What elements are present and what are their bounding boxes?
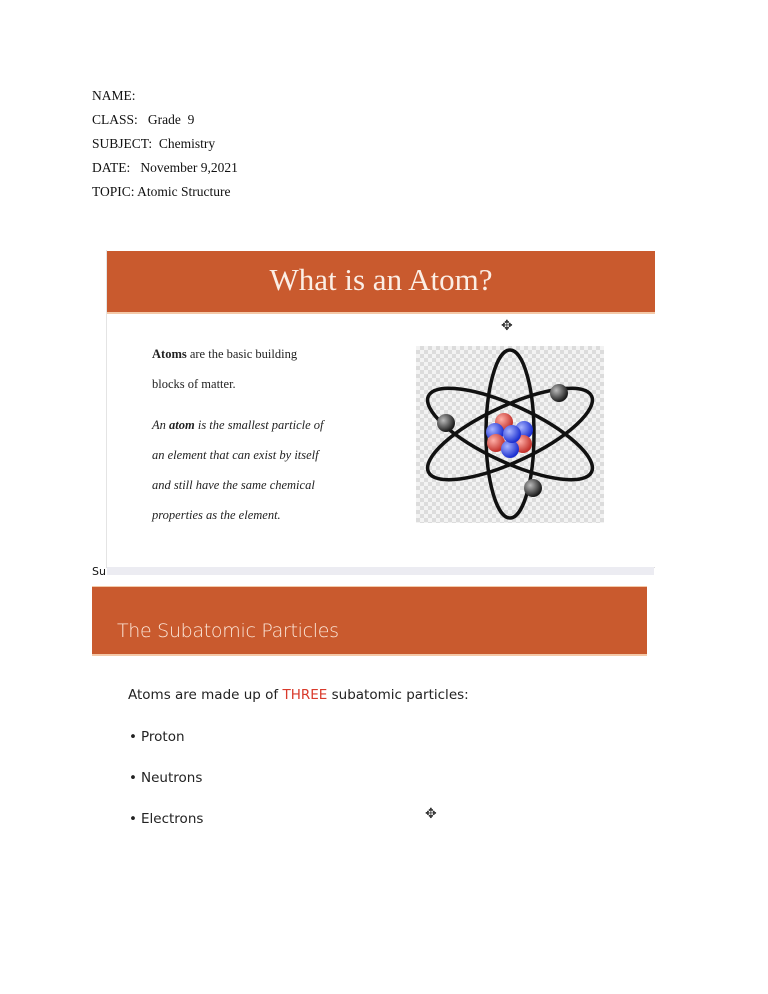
atom-detail-prefix: An [152, 418, 170, 432]
nucleus [486, 413, 533, 458]
subatomic-intro [128, 687, 469, 703]
electron [550, 384, 568, 402]
subject-line: SUBJECT: Chemistry [92, 136, 216, 151]
atom-detail-line2: an element that can exist by itself [152, 448, 319, 462]
intro-highlight-three: THREE [282, 687, 328, 703]
bullet-icon: • [129, 729, 137, 745]
class-line: CLASS: Grade 9 [92, 112, 195, 127]
atom-detail-rest: is the smallest particle of [194, 418, 324, 432]
slide1-title: What is an Atom? [269, 262, 493, 297]
slide-strip-divider [107, 567, 654, 575]
atom-definition-line1 [152, 347, 297, 362]
intro-after: subatomic particles: [327, 687, 469, 703]
atom-definition-rest: are the basic building [186, 347, 298, 361]
neutron [503, 425, 521, 443]
bullet-label: Proton [141, 729, 185, 745]
move-cursor-icon: ✥ [501, 318, 513, 334]
bullet-icon: • [129, 811, 137, 827]
bullet-label: Electrons [141, 811, 204, 827]
electron [437, 414, 455, 432]
atom-icon [416, 346, 604, 523]
bullet-electrons [129, 811, 203, 827]
slide-what-is-an-atom [106, 250, 655, 568]
slide2-title: The Subatomic Particles [117, 620, 339, 642]
atoms-bold: Atoms [152, 347, 187, 361]
name-label: NAME: [92, 88, 136, 103]
slide2-header-bar [92, 586, 647, 656]
atom-detail-line4: properties as the element. [152, 508, 281, 522]
bullet-icon: • [129, 770, 137, 786]
bullet-label: Neutrons [141, 770, 203, 786]
date-line: DATE: November 9,2021 [92, 160, 238, 175]
topic-line: TOPIC: Atomic Structure [92, 184, 231, 199]
slide1-header-bar [107, 251, 655, 314]
atom-bold: atom [169, 418, 195, 432]
electron [524, 479, 542, 497]
move-cursor-icon: ✥ [425, 806, 437, 822]
atom-definition-line2: blocks of matter. [152, 377, 236, 391]
bullet-neutrons [129, 770, 202, 786]
bullet-proton [129, 729, 185, 745]
intro-before: Atoms are made up of [128, 687, 283, 703]
truncated-text-fragment: Su [92, 565, 106, 578]
atom-detail-line3: and still have the same chemical [152, 478, 315, 492]
atom-detail-line1 [152, 418, 324, 433]
atom-diagram-image [416, 346, 604, 523]
